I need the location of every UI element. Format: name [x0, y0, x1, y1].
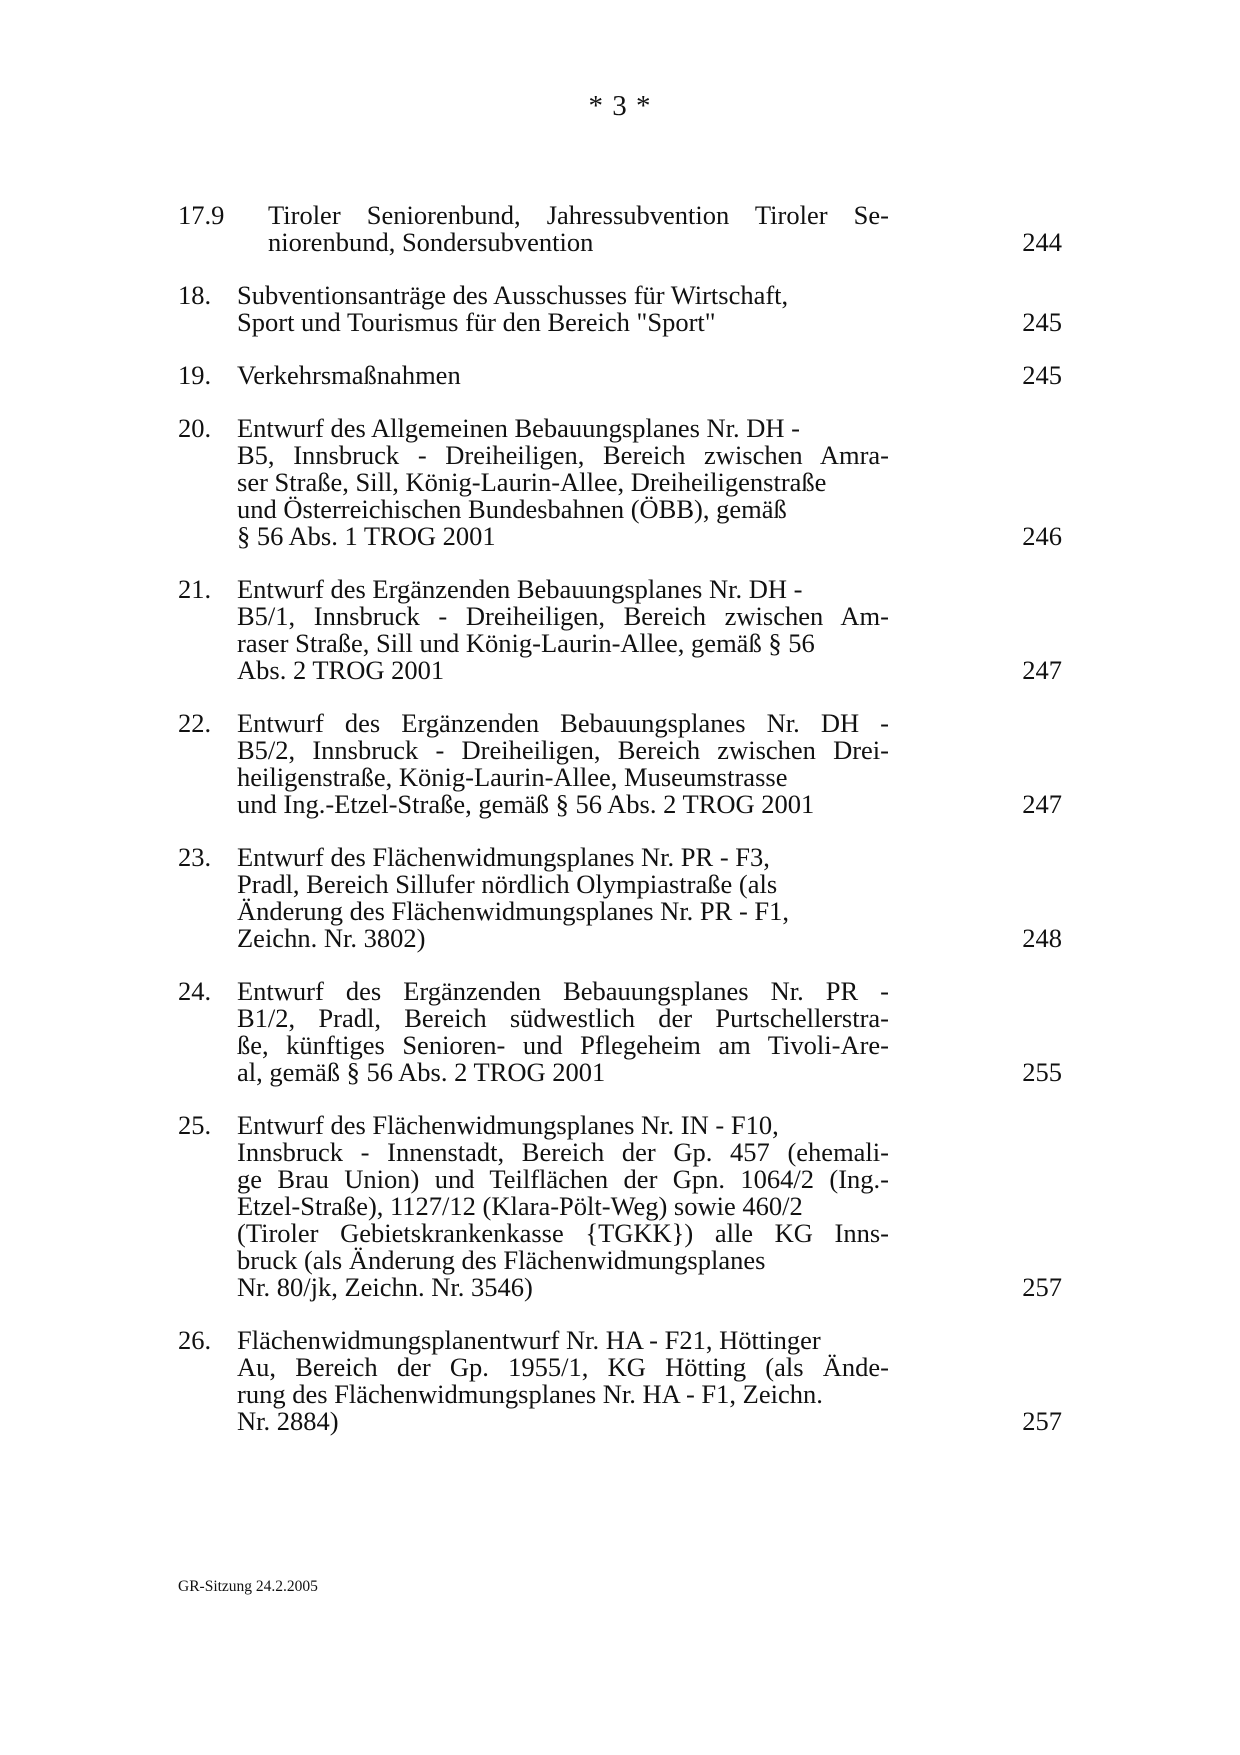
- footer-session-date: GR-Sitzung 24.2.2005: [178, 1578, 318, 1595]
- entry-line: Entwurf des Ergänzenden Bebauungsplanes Nr. PR -: [237, 976, 889, 1006]
- entry-page-number: 245: [1022, 360, 1062, 390]
- entry-line: niorenbund, Sondersubvention: [268, 227, 594, 257]
- entry-line: heiligenstraße, König-Laurin-Allee, Museumstrasse: [237, 762, 788, 792]
- toc-entry: [178, 362, 1078, 389]
- entry-line: ge Brau Union) und Teilflächen der Gpn. 1064/2 (Ing.-: [237, 1164, 889, 1194]
- entry-line: Entwurf des Allgemeinen Bebauungsplanes Nr. DH -: [237, 413, 801, 443]
- toc-entry: [178, 844, 1078, 952]
- entry-title: [268, 202, 889, 256]
- entry-line: ße, künftiges Senioren- und Pflegeheim am Tivoli-Are-: [237, 1030, 889, 1060]
- entry-line: Tiroler Seniorenbund, Jahressubvention Tiroler Se-: [268, 200, 889, 230]
- entry-page-number: 248: [1022, 923, 1062, 953]
- entry-line: und Österreichischen Bundesbahnen (ÖBB), gemäß: [237, 494, 787, 524]
- entry-page-number: 244: [1022, 227, 1062, 257]
- entry-line: Entwurf des Ergänzenden Bebauungsplanes Nr. DH -: [237, 708, 889, 738]
- table-of-contents: [178, 202, 1078, 1461]
- entry-line: Sport und Tourismus für den Bereich "Sport": [237, 307, 716, 337]
- entry-line: B5, Innsbruck - Dreiheiligen, Bereich zwischen Amra-: [237, 440, 889, 470]
- toc-entry: [178, 1327, 1078, 1435]
- toc-entry: [178, 282, 1078, 336]
- entry-line: B5/2, Innsbruck - Dreiheiligen, Bereich zwischen Drei-: [237, 735, 889, 765]
- toc-entry: [178, 202, 1078, 256]
- entry-line: Zeichn. Nr. 3802): [237, 923, 426, 953]
- entry-line: Pradl, Bereich Sillufer nördlich Olympiastraße (als: [237, 869, 778, 899]
- entry-line: Entwurf des Flächenwidmungsplanes Nr. PR - F3,: [237, 842, 770, 872]
- entry-page-number: 246: [1022, 521, 1062, 551]
- entry-line: B5/1, Innsbruck - Dreiheiligen, Bereich zwischen Am-: [237, 601, 889, 631]
- entry-line: al, gemäß § 56 Abs. 2 TROG 2001: [237, 1057, 606, 1087]
- entry-line: B1/2, Pradl, Bereich südwestlich der Purtschellerstra-: [237, 1003, 889, 1033]
- entry-line: Innsbruck - Innenstadt, Bereich der Gp. 457 (ehemali-: [237, 1137, 889, 1167]
- entry-line: bruck (als Änderung des Flächenwidmungsplanes: [237, 1245, 766, 1275]
- entry-title: [237, 710, 889, 818]
- entry-line: raser Straße, Sill und König-Laurin-Allee, gemäß § 56: [237, 628, 815, 658]
- entry-title: [237, 576, 889, 684]
- entry-title: [237, 415, 889, 550]
- entry-page-number: 247: [1022, 655, 1062, 685]
- entry-line: § 56 Abs. 1 TROG 2001: [237, 521, 496, 551]
- entry-line: Nr. 80/jk, Zeichn. Nr. 3546): [237, 1272, 533, 1302]
- toc-entry: [178, 710, 1078, 818]
- toc-entry: [178, 576, 1078, 684]
- entry-number: 22.: [178, 708, 212, 738]
- entry-number: 18.: [178, 280, 212, 310]
- entry-title: [237, 844, 889, 952]
- toc-entry: [178, 978, 1078, 1086]
- entry-line: ser Straße, Sill, König-Laurin-Allee, Dreiheiligenstraße: [237, 467, 827, 497]
- entry-line: Flächenwidmungsplanentwurf Nr. HA - F21, Höttinger: [237, 1325, 821, 1355]
- entry-line: Änderung des Flächenwidmungsplanes Nr. PR - F1,: [237, 896, 790, 926]
- entry-page-number: 257: [1022, 1272, 1062, 1302]
- toc-entry: [178, 415, 1078, 550]
- entry-line: Au, Bereich der Gp. 1955/1, KG Hötting (als Ände-: [237, 1352, 889, 1382]
- entry-line: Entwurf des Ergänzenden Bebauungsplanes Nr. DH -: [237, 574, 803, 604]
- entry-title: [237, 1327, 889, 1435]
- entry-number: 20.: [178, 413, 212, 443]
- entry-line: Nr. 2884): [237, 1406, 339, 1436]
- entry-number: 21.: [178, 574, 212, 604]
- toc-entry: [178, 1112, 1078, 1301]
- entry-number: 17.9: [178, 200, 225, 230]
- entry-line: Subventionsanträge des Ausschusses für Wirtschaft,: [237, 280, 789, 310]
- entry-number: 23.: [178, 842, 212, 872]
- entry-line: und Ing.-Etzel-Straße, gemäß § 56 Abs. 2 TROG 2001: [237, 789, 815, 819]
- page-number: * 3 *: [588, 90, 652, 122]
- entry-title: [237, 1112, 889, 1301]
- entry-page-number: 257: [1022, 1406, 1062, 1436]
- entry-line: Etzel-Straße), 1127/12 (Klara-Pölt-Weg) sowie 460/2: [237, 1191, 803, 1221]
- entry-title: [237, 282, 889, 336]
- entry-line: Abs. 2 TROG 2001: [237, 655, 445, 685]
- entry-line: rung des Flächenwidmungsplanes Nr. HA - F1, Zeichn.: [237, 1379, 823, 1409]
- entry-line: (Tiroler Gebietskrankenkasse {TGKK}) alle KG Inns-: [237, 1218, 889, 1248]
- entry-number: 26.: [178, 1325, 212, 1355]
- entry-line: Verkehrsmaßnahmen: [237, 360, 461, 390]
- entry-page-number: 255: [1022, 1057, 1062, 1087]
- entry-page-number: 247: [1022, 789, 1062, 819]
- entry-title: [237, 978, 889, 1086]
- entry-page-number: 245: [1022, 307, 1062, 337]
- entry-number: 24.: [178, 976, 212, 1006]
- entry-title: [237, 362, 889, 389]
- entry-line: Entwurf des Flächenwidmungsplanes Nr. IN - F10,: [237, 1110, 779, 1140]
- entry-number: 25.: [178, 1110, 212, 1140]
- entry-number: 19.: [178, 360, 212, 390]
